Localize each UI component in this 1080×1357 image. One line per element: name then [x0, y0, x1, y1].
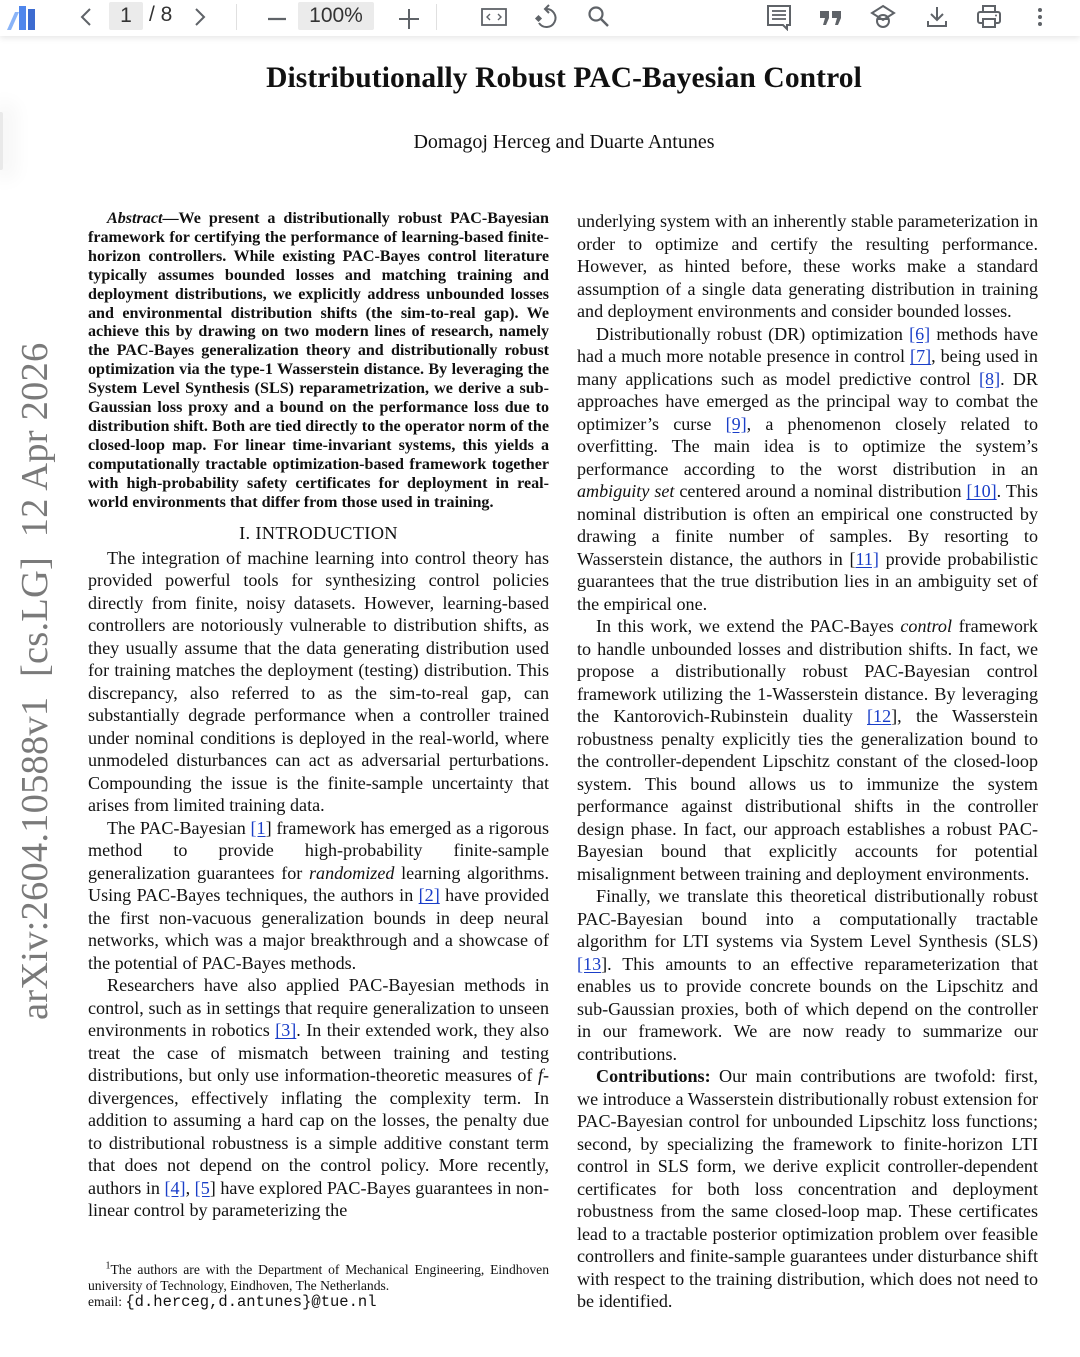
print-button[interactable] — [974, 2, 1004, 32]
citation-link-4[interactable]: [4] — [164, 1177, 186, 1198]
cite-button[interactable] — [816, 2, 846, 32]
pdf-viewer-toolbar — [0, 0, 1080, 36]
citation-link-2[interactable]: [2] — [418, 885, 440, 905]
contributions-label: Contributions: — [596, 1066, 711, 1086]
next-page-button[interactable] — [186, 2, 214, 32]
scholar-button[interactable] — [868, 2, 898, 32]
citation-link-9[interactable]: [9] — [725, 413, 747, 434]
author-email: {d.herceg,d.antunes}@tue.nl — [125, 1293, 377, 1312]
toolbar-divider — [236, 4, 237, 30]
scholar-icon — [870, 3, 896, 31]
download-icon — [924, 3, 950, 31]
next-page-icon — [191, 5, 209, 29]
citation-link-10[interactable]: [10] — [966, 481, 997, 501]
abstract: Abstract—We present a distributionally robust PAC-Bayesian framework for certifying the performance of learning-based finite-horizon controllers. While existing PAC-Bayes control literature typically assumes bounded losses and matching training and deployment distributions, we explicitly address unbounded losses and environmental distribution shifts (the sim-to-real gap). We achieve this by drawing on two modern lines of research, namely the PAC-Bayes generalization theory and distributionally robust optimization via the type-1 Wasserstein distance. By leveraging the System Level Synthesis (SLS) reparametrization, we derive a sub-Gaussian loss proxy and a bound on the performance loss due to distribution shift. Both are tied directly to the operator norm of the closed-loop map. For linear time-invariant systems, this yields a computationally tractable optimization-based framework together with high-probability safety certificates for deployment in real-world environments that differ from those used in training. — [88, 210, 549, 511]
citation-link-5[interactable]: [5 — [194, 1177, 210, 1198]
left-column — [88, 210, 549, 1222]
comments-button[interactable] — [764, 2, 794, 32]
right-column — [577, 210, 1038, 1313]
intro-paragraph-3-continued: underlying system with an inherently stable parameterization in order to optimize and certify the resulting performance. However, as hinted before, these works make a standard assumption of a single data generating distribution in training and deployment environments and consider bounded losses. — [577, 211, 1038, 321]
more-options-button[interactable] — [1028, 2, 1052, 32]
rotate-button[interactable] — [530, 2, 562, 32]
paper-authors: Domagoj Herceg and Duarte Antunes — [413, 131, 715, 153]
intro-paragraph-5: In this work, we extend the PAC-Bayes control framework to handle unbounded losses and distribution shifts. In fact, we propose a distributionally robust PAC-Bayesian control framework utilizing the 1-Wasserstein distance. By leveraging the Kantorovich-Rubinstein duality [12], the Wasserstein robustness penalty explicitly ties the generalization bound to the controller-dependent Lipschitz constant of the closed-loop system. This bound allows us to immunize the system performance against distributional shifts in the controller design phase. In fact, our approach establishes a robust PAC-Bayesian bound that explicitly accounts for potential misalignment between training and deployment environments. — [577, 616, 1038, 884]
citation-link-12[interactable]: [12 — [867, 706, 892, 726]
page-number-input[interactable] — [109, 2, 143, 30]
author-affiliation-footnote: $^1$The authors are with the Department of Mechanical Engineering, Eindhoven university of Technology, Eindhoven, The Netherlands. email: {d.herceg,d.antunes}@tue.nl — [88, 1260, 549, 1312]
citation-quote-icon — [818, 5, 844, 29]
citation-link-1[interactable]: [1 — [250, 817, 266, 838]
zoom-level-field[interactable] — [298, 2, 374, 30]
search-icon — [586, 4, 612, 30]
fit-width-icon — [480, 6, 508, 28]
contributions-paragraph: Contributions: Our main contributions are twofold: first, we introduce a Wasserstein distributionally robust extension for PAC-Bayesian control for unbounded Lipschitz loss functions; second, by specializing the framework to finite-horizon LTI control in SLS form, we derive explicit controller-dependent certificates for both loss concentration and deployment robustness from the same closed-loop map. These certificates lead to a tractable posterior optimization problem over feasible controllers and finite-sample guarantees under disturbance shift with respect to the training distribution, which does not need to be identified. — [577, 1066, 1039, 1311]
citation-link-7[interactable]: [7] — [910, 346, 932, 366]
zoom-out-button[interactable] — [262, 2, 292, 32]
zoom-in-button[interactable] — [394, 2, 424, 32]
toolbar-divider — [436, 4, 437, 30]
zoom-level: 100% — [309, 4, 363, 27]
intro-paragraph-1: The integration of machine learning into control theory has provided powerful tools for synthesizing control policies directly from finite, noisy datasets. However, learning-based controllers are notoriously vulnerable to distribution shifts, as they usually assume that the data generating distribution used for training matches the deployment (testing) distribution. This discrepancy, also referred to as the sim-to-real gap, can substantially degrade performance when a controller trained under nominal conditions is deployed in the real-world, where unmodeled disturbances can act as adversarial perturbations. Compounding the issue is the finite-sample uncertainty that arises from limited training data. — [88, 547, 549, 815]
abstract-label: Abstract — [107, 210, 163, 227]
arxiv-identifier-stamp: arXiv:2604.10588v1 [cs.LG] 12 Apr 2026 — [14, 342, 56, 1020]
citation-link-3[interactable]: [3] — [275, 1020, 297, 1040]
intro-paragraph-6: Finally, we translate this theoretical distributionally robust PAC-Bayesian bound into a computationally tractable algorithm for LTI systems via System Level Synthesis (SLS) [13]. This amounts to an effective reparameterization that enables us to provide concrete bounds on the Lipschitz and sub-Gaussian proxies, both of which depend on the controller in our framework. We are now ready to summarize our contributions. — [577, 886, 1038, 1064]
zoom-in-icon — [397, 5, 421, 29]
citation-link-6[interactable]: [6] — [909, 323, 931, 344]
current-page: 1 — [120, 4, 132, 27]
search-button[interactable] — [584, 2, 614, 32]
section-heading-introduction: I. INTRODUCTION — [239, 522, 398, 543]
fit-width-button[interactable] — [478, 2, 510, 32]
print-icon — [975, 3, 1003, 31]
comments-icon — [766, 3, 792, 31]
citation-link-8[interactable]: [8] — [979, 368, 1001, 389]
intro-paragraph-3: Researchers have also applied PAC-Bayesian methods in control, such as in settings that require generalization to unseen environments in robotics [3]. In their extended work, they also treat the case of mismatch between training and testing distributions, but only use information-theoretic measures of f-divergences, effectively inflating the complexity term. In addition to assuming a hard cap on the losses, the penalty due to distributional robustness is a simple additive constant term that does not depend on the control policy. More recently, authors in [4], [5] have explored PAC-Bayes guarantees in non-linear control by parameterizing the — [88, 975, 549, 1220]
more-options-icon — [1036, 5, 1044, 29]
total-pages: / 8 — [149, 3, 173, 26]
prev-page-button[interactable] — [72, 2, 100, 32]
abstract-text: We present a distributionally robust PAC-Bayesian framework for certifying the performance of learning-based finite-horizon controllers. While existing PAC-Bayes control literature typically assumes bounded losses and matching training and deployment distributions, we explicitly address unbounded losses and environmental distribution shifts (the sim-to-real gap). We achieve this by drawing on two modern lines of research, namely the PAC-Bayes generalization theory and distributionally robust optimization via the type-1 Wasserstein distance. By leveraging the System Level Synthesis (SLS) reparametrization, we derive a sub-Gaussian loss proxy and a bound on the performance loss due to distribution shift. Both are tied directly to the operator norm of the closed-loop map. For linear time-invariant systems, this yields a computationally tractable optimization-based framework together with high-probability safety certificates for deployment in real-world environments that differ from those used in training. — [88, 210, 549, 511]
citation-link-13[interactable]: [13 — [577, 953, 602, 974]
intro-paragraph-2: The PAC-Bayesian [1] framework has emerged as a rigorous method to provide high-probability finite-sample generalization guarantees for randomized learning algorithms. Using PAC-Bayes techniques, the authors in [2] have provided the first non-vacuous generalization bounds in deep neural networks, which was a major breakthrough and a showcase of the potential of PAC-Bayes methods. — [88, 817, 550, 973]
citation-link-11[interactable]: 11] — [855, 548, 879, 569]
zoom-out-icon — [265, 5, 289, 29]
rotate-icon — [532, 3, 560, 31]
download-button[interactable] — [922, 2, 952, 32]
prev-page-icon — [77, 5, 95, 29]
intro-paragraph-4: Distributionally robust (DR) optimization [6] methods have had a much more notable presence in control [7], being used in many applications such as model predictive control [8]. DR approaches have emerged as the principal way to combat the optimizer’s curse [9], a phenomenon closely related to overfitting. The main idea is to optimize the system’s performance according to the worst distribution in an ambiguity set centered around a nominal distribution [10]. This nominal distribution is often an empirical one constructed by drawing a finite number of samples. By resorting to Wasserstein distance, the authors in [11] provide probabilistic guarantees that the true distribution lies in an ambiguity set of the empirical one. — [577, 323, 1039, 614]
app-logo-icon[interactable] — [4, 2, 44, 32]
paper-title: Distributionally Robust PAC-Bayesian Control — [266, 62, 862, 94]
